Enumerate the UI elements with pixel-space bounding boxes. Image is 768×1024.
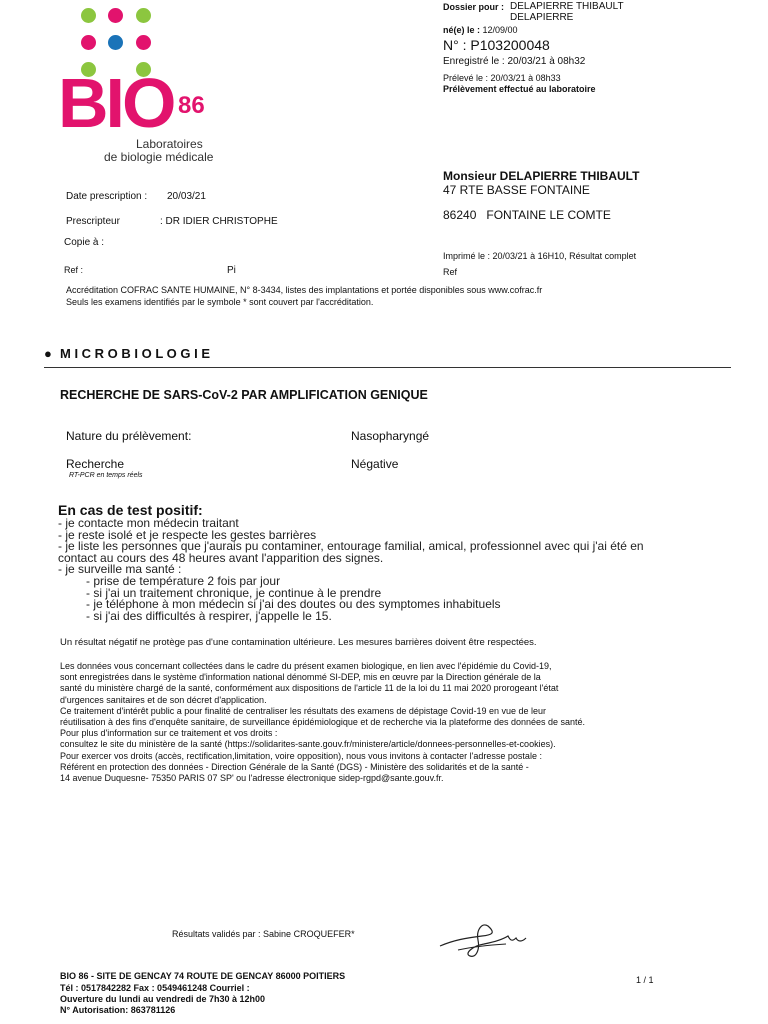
advice-item: - je contacte mon médecin traitant: [58, 516, 239, 530]
footer-line-2: Tél : 0517842282 Fax : 0549461248 Courriel :: [60, 983, 250, 993]
signature-image: [436, 920, 532, 962]
accreditation-2: Seuls les examens identifiés par le symbole * sont couvert par l'accréditation.: [66, 297, 374, 307]
privacy-line: consultez le site du ministère de la santé (https://solidarites-sante.gouv.fr/ministere/article/donnees-personnelles-et-cookies).: [60, 739, 556, 750]
privacy-line: 14 avenue Duquesne- 75350 PARIS 07 SP' ou l'adresse électronique sidep-rgpd@sante.gouv.fr.: [60, 773, 444, 784]
born-row: [443, 25, 518, 35]
patient-city-row: [443, 208, 611, 222]
dossier-name-2: DELAPIERRE: [510, 12, 574, 23]
advice-sub-item: - prise de température 2 fois par jour: [86, 573, 281, 588]
sampled-row: [443, 73, 561, 83]
privacy-line: Les données vous concernant collectées dans le cadre du présent examen biologique, en lien avec l'épidémie du Covid-19,: [60, 661, 552, 671]
advice-sub-list: [58, 573, 644, 623]
logo-number: 86: [178, 92, 205, 119]
privacy-text: [60, 661, 740, 784]
patient-city: FONTAINE LE COMTE: [486, 208, 611, 222]
section-title: M I C R O B I O L O G I E: [60, 346, 210, 361]
logo-dot: [81, 35, 96, 50]
print-row: [443, 251, 636, 261]
print-value: 20/03/21 à 16H10, Résultat complet: [492, 251, 637, 261]
logo-dot: [81, 8, 96, 23]
logo-brand: BIO: [58, 64, 174, 142]
search-label: Recherche: [66, 457, 125, 471]
logo-dot: [136, 8, 151, 23]
nature-value: Nasopharyngé: [351, 429, 430, 443]
privacy-line: Référent en protection des données - Direction Générale de la Santé (DGS) - Ministère des solidarités et de la santé -: [60, 761, 529, 772]
logo-dot: [108, 8, 123, 23]
footer-line-1: BIO 86 - SITE DE GENCAY 74 ROUTE DE GENCAY 86000 POITIERS: [60, 971, 346, 981]
advice-sub-item: - je téléphone à mon médecin si j'ai des doutes ou des symptomes inhabituels: [86, 597, 501, 612]
registered-row: [443, 56, 585, 67]
dossier-number-label: N° :: [443, 37, 467, 53]
advice-item: - je surveille ma santé :: [58, 562, 182, 577]
privacy-line: Pour exercer vos droits (accès, rectification,limitation, voire opposition), nous vous invitons à contacter l'adresse postale :: [60, 750, 542, 761]
page-number: 1 / 1: [636, 975, 654, 985]
print-ref-label: Ref: [443, 267, 458, 277]
search-method: RT-PCR en temps réels: [69, 472, 143, 479]
positive-title: En cas de test positif:: [58, 502, 203, 518]
dossier-number: P103200048: [470, 37, 550, 53]
advice-sub-item: - si j'ai des difficultés à respirer, j'appelle le 15.: [86, 608, 332, 623]
privacy-line: Ce traitement d'intérêt public a pour finalité de centraliser les résultats des examens de dépistage Covid-19 en vue de leur: [60, 705, 546, 716]
copy-label: Copie à :: [64, 237, 105, 248]
footer-line-3: Ouverture du lundi au vendredi de 7h30 à 12h00: [60, 994, 266, 1004]
advice-item: - je liste les personnes que j'aurais pu contaminer, entourage familial, amical, professionnel avec qui j'ai été en: [58, 539, 644, 554]
prescription-date-label: Date prescription :: [66, 191, 148, 202]
privacy-line: réutilisation à des fins d'enquête sanitaire, de surveillance épidémiologique et de recherche via la plateforme des données de santé.: [60, 717, 586, 728]
ref-label: Ref :: [64, 265, 84, 275]
sampled-label: Prélevé le :: [443, 73, 489, 83]
sample-place: Prélèvement effectué au laboratoire: [443, 84, 596, 94]
logo-tagline-1: Laboratoires: [136, 137, 203, 151]
born-label: né(e) le :: [443, 25, 481, 35]
pi-label: Pi: [227, 265, 236, 276]
dossier-number-row: [443, 37, 550, 53]
logo-dot: [136, 35, 151, 50]
prescription-date: 20/03/21: [167, 191, 206, 202]
lab-logo: [60, 6, 250, 166]
search-value: Négative: [351, 457, 399, 471]
privacy-line: Pour plus d'information sur ce traitement et vos droits :: [60, 728, 278, 739]
footer-line-4: N° Autorisation: 863781126: [60, 1005, 176, 1015]
prescriber-value: : DR IDIER CHRISTOPHE: [160, 216, 278, 227]
privacy-line: santé du ministère chargé de la santé, conformément aux dispositions de l'article 11 de la loi du 11 mai 2020 prorogeant l'état: [60, 683, 559, 694]
advice-item: contact au cours des 48 heures avant l'apparition des signes.: [58, 550, 384, 565]
advice-sub-item: - si j'ai un traitement chronique, je continue à le prendre: [86, 585, 382, 600]
accreditation-1: Accréditation COFRAC SANTE HUMAINE, N° 8-3434, listes des implantations et portée disponibles sous www.cofrac.fr: [66, 285, 543, 295]
patient-name: Monsieur DELAPIERRE THIBAULT: [443, 169, 640, 183]
sampled-value: 20/03/21 à 08h33: [490, 73, 561, 83]
privacy-line: sont enregistrées dans le système d'information national dénommé SI-DEP, mis en œuvre par la Direction générale de la: [60, 672, 541, 683]
negative-note: Un résultat négatif ne protège pas d'une contamination ultérieure. Les mesures barrières doivent être respectées.: [60, 637, 537, 648]
validation-label: Résultats validés par : Sabine CROQUEFER*: [172, 929, 355, 939]
logo-tagline-2: de biologie médicale: [104, 150, 214, 164]
exam-title: RECHERCHE DE SARS-CoV-2 PAR AMPLIFICATION GENIQUE: [60, 388, 428, 402]
patient-address: 47 RTE BASSE FONTAINE: [443, 183, 590, 197]
born-value: 12/09/00: [482, 25, 518, 35]
dossier-label: Dossier pour :: [443, 2, 505, 12]
patient-postcode: 86240: [443, 208, 477, 222]
nature-label: Nature du prélèvement:: [66, 429, 192, 443]
positive-list: [58, 518, 644, 622]
section-divider: [44, 367, 731, 368]
print-label: Imprimé le :: [443, 251, 491, 261]
privacy-line: d'urgences sanitaires et de son décret d'application.: [60, 694, 267, 705]
dossier-name-1: DELAPIERRE THIBAULT: [510, 1, 624, 12]
section-bullet: ●: [44, 346, 52, 361]
logo-dot: [108, 35, 123, 50]
registered-label: Enregistré le :: [443, 56, 505, 67]
advice-item: - je reste isolé et je respecte les gestes barrières: [58, 527, 317, 542]
prescriber-label: Prescripteur: [66, 216, 120, 227]
registered-value: 20/03/21 à 08h32: [507, 56, 586, 67]
